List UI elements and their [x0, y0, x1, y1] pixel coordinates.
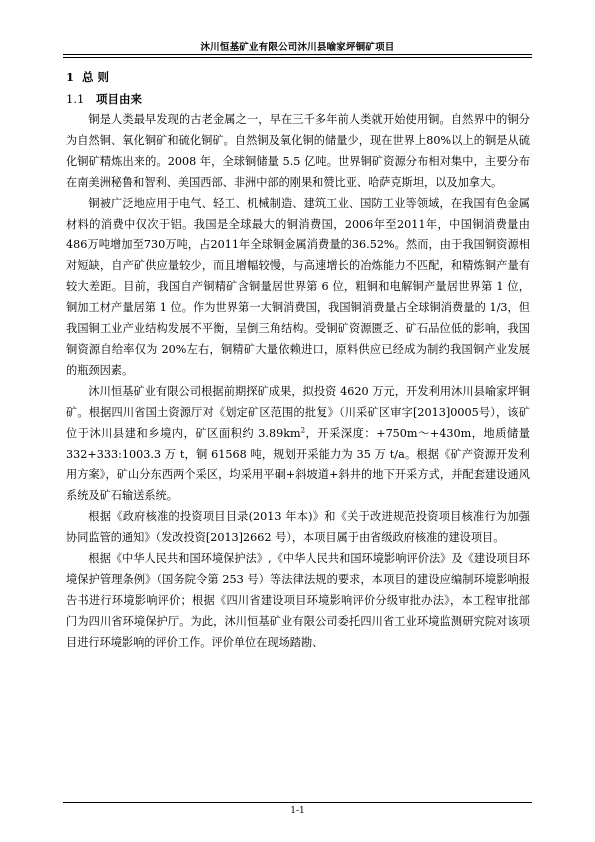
footer-rule	[63, 802, 532, 803]
project-text-part-2: ，开采深度：+750m～+430m，地质储量 332+333:1003.3 万 t，铜 61568 吨，规划开采能力为 35 万 t/a。根据《矿产资源开发利用方案》，矿山分东西两个采区，均采用平硐+斜坡道+斜井的地下开采方式，并配套建设通风系统及矿石输送系统。	[66, 426, 530, 503]
page-number: 1-1	[290, 806, 305, 816]
paragraph-approval-basis: 根据《政府核准的投资项目目录(2013 年本)》和《关于改进规范投资项目核准行为加强协同监管的通知》（发改投资[2013]2662 号），本项目属于由省级政府核准的建设项目。	[66, 510, 530, 545]
subsection-heading	[66, 88, 530, 110]
paragraph-copper-overview: 铜是人类最早发现的古老金属之一，早在三千多年前人类就开始使用铜。自然界中的铜分为自然铜、氧化铜矿和硫化铜矿。自然铜及氧化铜的储量少，现在世界上80%以上的铜是从硫化铜矿精炼出来的。2008 年，全球铜储量 5.5 亿吨。世界铜矿资源分布相对集中，主要分布在南美洲秘鲁和智利、美国西部、非洲中部的刚果和赞比亚、哈萨克斯坦，以及加拿大。	[66, 113, 530, 189]
paragraph-eia-requirement: 根据《中华人民共和国环境保护法》,《中华人民共和国环境影响评价法》及《建设项目环境保护管理条例》（国务院令第 253 号）等法律法规的要求，本项目的建设应编制环境影响报告书进行环境影响评价；根据《四川省建设项目环境影响评价分级审批办法》，本工程审批部门为四川省环境保护厅。为此，沐川恒基矿业有限公司委托四川省工业环境监测研究院对该项目进行环境影响的评价工作。评价单位在现场踏勘、	[66, 552, 530, 649]
area-unit-superscript: 2	[300, 425, 306, 434]
header-rule-thin	[63, 57, 532, 58]
subsection-title: 项目由来	[96, 92, 142, 106]
paragraph-project-description	[66, 382, 530, 507]
document-body	[66, 66, 530, 654]
section-title: 总 则	[82, 70, 110, 84]
paragraph-copper-consumption: 铜被广泛地应用于电气、轻工、机械制造、建筑工业、国防工业等领域，在我国有色金属材料的消费中仅次于铝。我国是全球最大的铜消费国，2006年至2011年，中国铜消费量由486万吨增加至730万吨，占2011年全球铜金属消费量的36.52%。然而，由于我国铜资源相对短缺，自产矿供应量较少，而且增幅较慢，与高速增长的冶炼能力不匹配，和精炼铜产量有较大差距。目前，我国自产铜精矿含铜量居世界第 6 位，粗铜和电解铜产量居世界第 1 位，铜加工材产量居第 1 位。作为世界第一大铜消费国，我国铜消费量占全球铜消费量的 1/3，但我国铜工业产业结构发展不平衡，呈倒三角结构。受铜矿资源匮乏、矿石品位低的影响，我国铜资源自给率仅为 20%左右，铜精矿大量依赖进口，原料供应已经成为制约我国铜产业发展的瓶颈因素。	[66, 196, 530, 377]
header-rule-thick	[63, 54, 532, 55]
section-heading	[66, 66, 530, 88]
project-text-part-1: 沐川恒基矿业有限公司根据前期探矿成果，拟投资 4620 万元，开发利用沐川县喻家坪铜矿。根据四川省国土资源厅对《划定矿区范围的批复》（川采矿区审字[2013]0005号），该矿位于沐川县建和乡境内，矿区面积约 3.89km	[66, 384, 530, 440]
header-title: 沐川恒基矿业有限公司沐川县喻家坪铜矿项目	[200, 42, 395, 53]
subsection-number: 1.1	[66, 92, 85, 106]
section-number: 1	[66, 70, 75, 84]
